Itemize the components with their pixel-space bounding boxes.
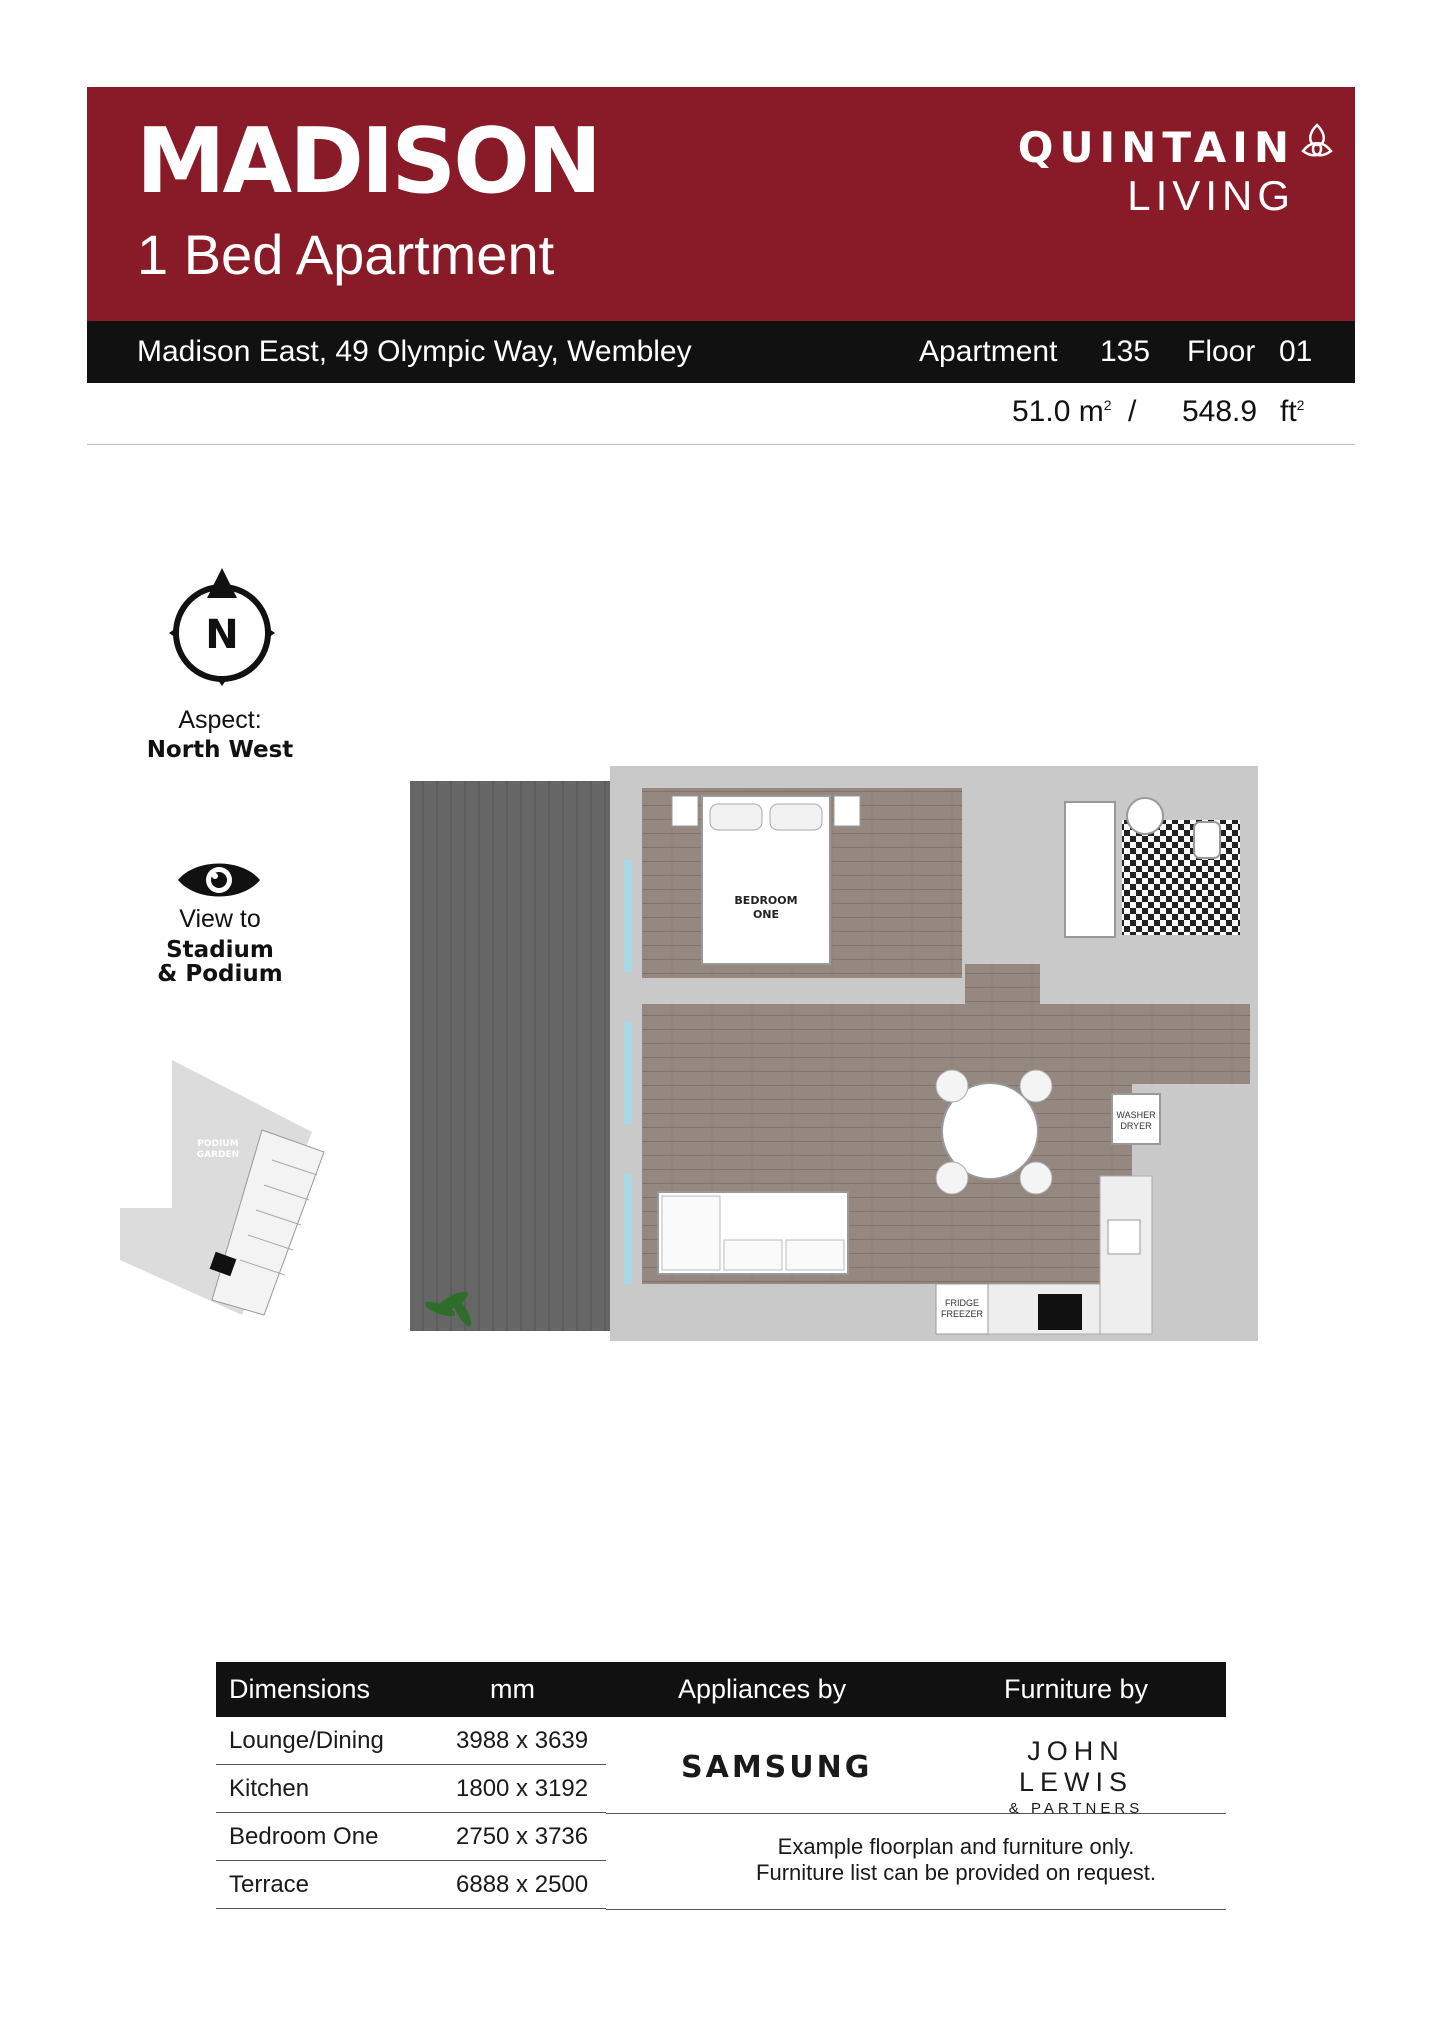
table-row: Lounge/Dining 3988 x 3639 <box>216 1717 606 1765</box>
samsung-logo: SAMSUNG <box>681 1750 873 1785</box>
area-imperial: 548.9 <box>1182 395 1258 428</box>
svg-text:DRYER: DRYER <box>1120 1121 1152 1131</box>
logo-line1: QUINTAIN <box>1017 123 1295 172</box>
table-row: Kitchen 1800 x 3192 <box>216 1765 606 1813</box>
terrace <box>410 781 610 1331</box>
john-lewis-logo: JOHN LEWIS & PARTNERS <box>1008 1736 1144 1817</box>
trefoil-icon <box>1297 121 1337 161</box>
toilet <box>1194 822 1220 858</box>
view-label: View to <box>179 905 261 933</box>
page-subtitle: 1 Bed Apartment <box>137 223 555 286</box>
address: Madison East, 49 Olympic Way, Wembley <box>137 335 692 368</box>
basin <box>1127 798 1163 834</box>
svg-text:ONE: ONE <box>752 908 780 921</box>
logo-line2: LIVING <box>1127 172 1295 219</box>
aspect-value: North West <box>146 737 294 763</box>
svg-text:PODIUM: PODIUM <box>197 1139 239 1149</box>
divider <box>87 444 1355 445</box>
window <box>624 1022 632 1124</box>
eye-icon <box>176 856 262 904</box>
bathtub <box>1065 802 1115 937</box>
header-furniture: Furniture by <box>1004 1674 1149 1704</box>
svg-text:GARDEN: GARDEN <box>196 1150 240 1160</box>
header-banner <box>87 87 1355 321</box>
area-separator: / <box>1128 395 1137 428</box>
table-row: Bedroom One 2750 x 3736 <box>216 1813 606 1861</box>
floor-number: 01 <box>1279 335 1313 368</box>
floor-plan <box>410 764 1260 1344</box>
view-value-line1: Stadium <box>166 937 274 964</box>
table-row: Terrace 6888 x 2500 <box>216 1861 606 1909</box>
svg-text:N: N <box>205 612 239 658</box>
compass-icon <box>165 568 280 688</box>
disclaimer-note: Example floorplan and furniture only. Furniture list can be provided on request. <box>756 1834 1156 1886</box>
svg-text:FRIDGE: FRIDGE <box>944 1298 980 1308</box>
svg-text:BEDROOM: BEDROOM <box>734 894 798 907</box>
quintain-logo <box>1017 123 1295 219</box>
apartment-label: Apartment <box>919 335 1058 368</box>
divider <box>606 1909 1226 1910</box>
header-appliances: Appliances by <box>678 1674 847 1704</box>
view-block <box>130 906 310 987</box>
aspect-label: Aspect: <box>178 706 262 734</box>
area-imperial-unit: $ft^2$ <box>1280 395 1305 428</box>
apartment-number: 135 <box>1100 335 1151 368</box>
dimensions-table <box>216 1662 1226 1898</box>
svg-text:WASHER: WASHER <box>1116 1110 1156 1120</box>
area-metric: 51.0 $m^2$ <box>1012 395 1112 428</box>
aspect-block <box>140 706 300 764</box>
hob <box>1038 1294 1082 1330</box>
window <box>624 860 632 972</box>
floor-label: Floor <box>1187 335 1256 368</box>
info-bar <box>87 321 1355 383</box>
sink <box>1108 1220 1140 1254</box>
shower-floor <box>1122 820 1240 935</box>
header-mm: mm <box>490 1674 535 1704</box>
window <box>624 1174 632 1284</box>
page-title: MADISON <box>136 109 600 214</box>
key-plan <box>112 1060 332 1320</box>
view-value-line2: & Podium <box>157 961 283 988</box>
header-dimensions: Dimensions <box>229 1674 371 1704</box>
svg-text:FREEZER: FREEZER <box>940 1309 984 1319</box>
table-header <box>216 1662 1226 1717</box>
